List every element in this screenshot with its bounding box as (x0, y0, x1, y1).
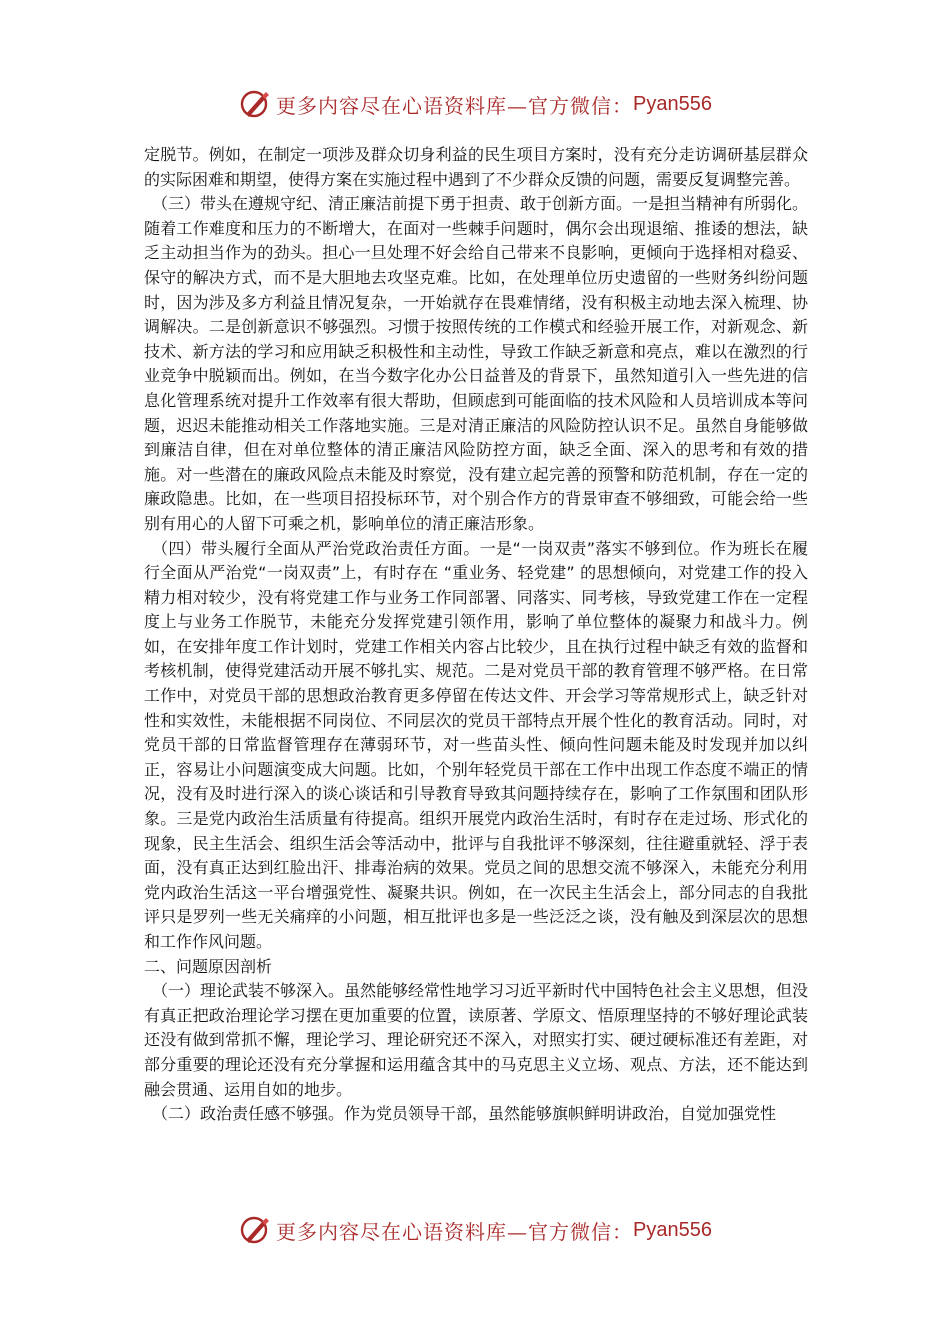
watermark-text: 更多内容尽在心语资料库—官方微信： (276, 93, 634, 118)
section-heading: 二、问题原因剖析 (144, 956, 273, 976)
pen-logo-icon (238, 87, 272, 121)
paragraph: （四）带头履行全面从严治党政治责任方面。一是“一岗双责”落实不够到位。作为班长在履行全面从严治党“一岗双责”上，有时存在 “重业务、轻党建” 的思想倾向，对党建工作的投入精力相对较少，没有将党建工作与业务工作同部署、同落实、同考核，导致党建工作在一定程度上与业务工作脱节，未能充分发挥党建引领作用，影响了单位整体的凝聚力和战斗力。例如，在安排年度工作计划时，党建工作相关内容占比较少，且在执行过程中缺乏有效的监督和考核机制，使得党建活动开展不够扎实、规范。二是对党员干部的教育管理不够严格。在日常工作中，对党员干部的思想政治教育更多停留在传达文件、开会学习等常规形式上，缺乏针对性和实效性，未能根据不同岗位、不同层次的党员干部特点开展个性化的教育活动。同时，对党员干部的日常监督管理存在薄弱环节，对一些苗头性、倾向性问题未能及时发现并加以纠正，容易让小问题演变成大问题。比如，个别年轻党员干部在工作中出现工作态度不端正的情况，没有及时进行深入的谈心谈话和引导教育导致其问题持续存在，影响了工作氛围和团队形象。三是党内政治生活质量有待提高。组织开展党内政治生活时，有时存在走过场、形式化的现象，民主生活会、组织生活会等活动中，批评与自我批评不够深刻，往往避重就轻、浮于表面，没有真正达到红脸出汗、排毒治病的效果。党员之间的思想交流不够深入，未能充分利用党内政治生活这一平台增强党性、凝聚共识。例如，在一次民主生活会上，部分同志的自我批评只是罗列一些无关痛痒的小问题，相互批评也多是一些泛泛之谈，没有触及到深层次的思想和工作作风问题。 (144, 538, 808, 951)
paragraph: （二）政治责任感不够强。作为党员领导干部，虽然能够旗帜鲜明讲政治，自觉加强党性 (152, 1104, 777, 1124)
document-body (144, 143, 808, 1127)
watermark-handle: Pyan556 (633, 1218, 712, 1241)
watermark-text: 更多内容尽在心语资料库—官方微信： (276, 1219, 634, 1244)
pen-logo-icon (238, 1213, 272, 1247)
footer-watermark (0, 1210, 950, 1250)
paragraph: （三）带头在遵规守纪、清正廉洁前提下勇于担责、敢于创新方面。一是担当精神有所弱化。随着工作难度和压力的不断增大，在面对一些棘手问题时，偶尔会出现退缩、推诿的想法，缺乏主动担当作为的劲头。担心一旦处理不好会给自己带来不良影响，更倾向于选择相对稳妥、保守的解决方式，而不是大胆地去攻坚克难。比如，在处理单位历史遗留的一些财务纠纷问题时，因为涉及多方利益且情况复杂，一开始就存在畏难情绪，没有积极主动地去深入梳理、协调解决。二是创新意识不够强烈。习惯于按照传统的工作模式和经验开展工作，对新观念、新技术、新方法的学习和应用缺乏积极性和主动性，导致工作缺乏新意和亮点，难以在激烈的行业竞争中脱颖而出。例如，在当今数字化办公日益普及的背景下，虽然知道引入一些先进的信息化管理系统对提升工作效率有很大帮助，但顾虑到可能面临的技术风险和人员培训成本等问题，迟迟未能推动相关工作落地实施。三是对清正廉洁的风险防控认识不足。虽然自身能够做到廉洁自律，但在对单位整体的清正廉洁风险防控方面，缺乏全面、深入的思考和有效的措施。对一些潜在的廉政风险点未能及时察觉，没有建立起完善的预警和防范机制，存在一定的廉政隐患。比如，在一些项目招投标环节，对个别合作方的背景审查不够细致，可能会给一些别有用心的人留下可乘之机，影响单位的清正廉洁形象。 (144, 194, 809, 533)
paragraph: （一）理论武装不够深入。虽然能够经常性地学习习近平新时代中国特色社会主义思想，但没有真正把政治理论学习摆在更加重要的位置，读原著、学原文、悟原理坚持的不够好理论武装还没有做到常抓不懈，理论学习、理论研究还不深入，对照实打实、硬过硬标准还有差距，对部分重要的理论还没有充分掌握和运用蕴含其中的马克思主义立场、观点、方法，还不能达到融会贯通、运用自如的地步。 (144, 981, 809, 1099)
header-watermark (0, 84, 950, 124)
watermark-handle: Pyan556 (633, 92, 712, 115)
paragraph: 定脱节。例如，在制定一项涉及群众切身利益的民生项目方案时，没有充分走访调研基层群众的实际困难和期望，使得方案在实施过程中遇到了不少群众反馈的问题，需要反复调整完善。 (144, 145, 808, 189)
